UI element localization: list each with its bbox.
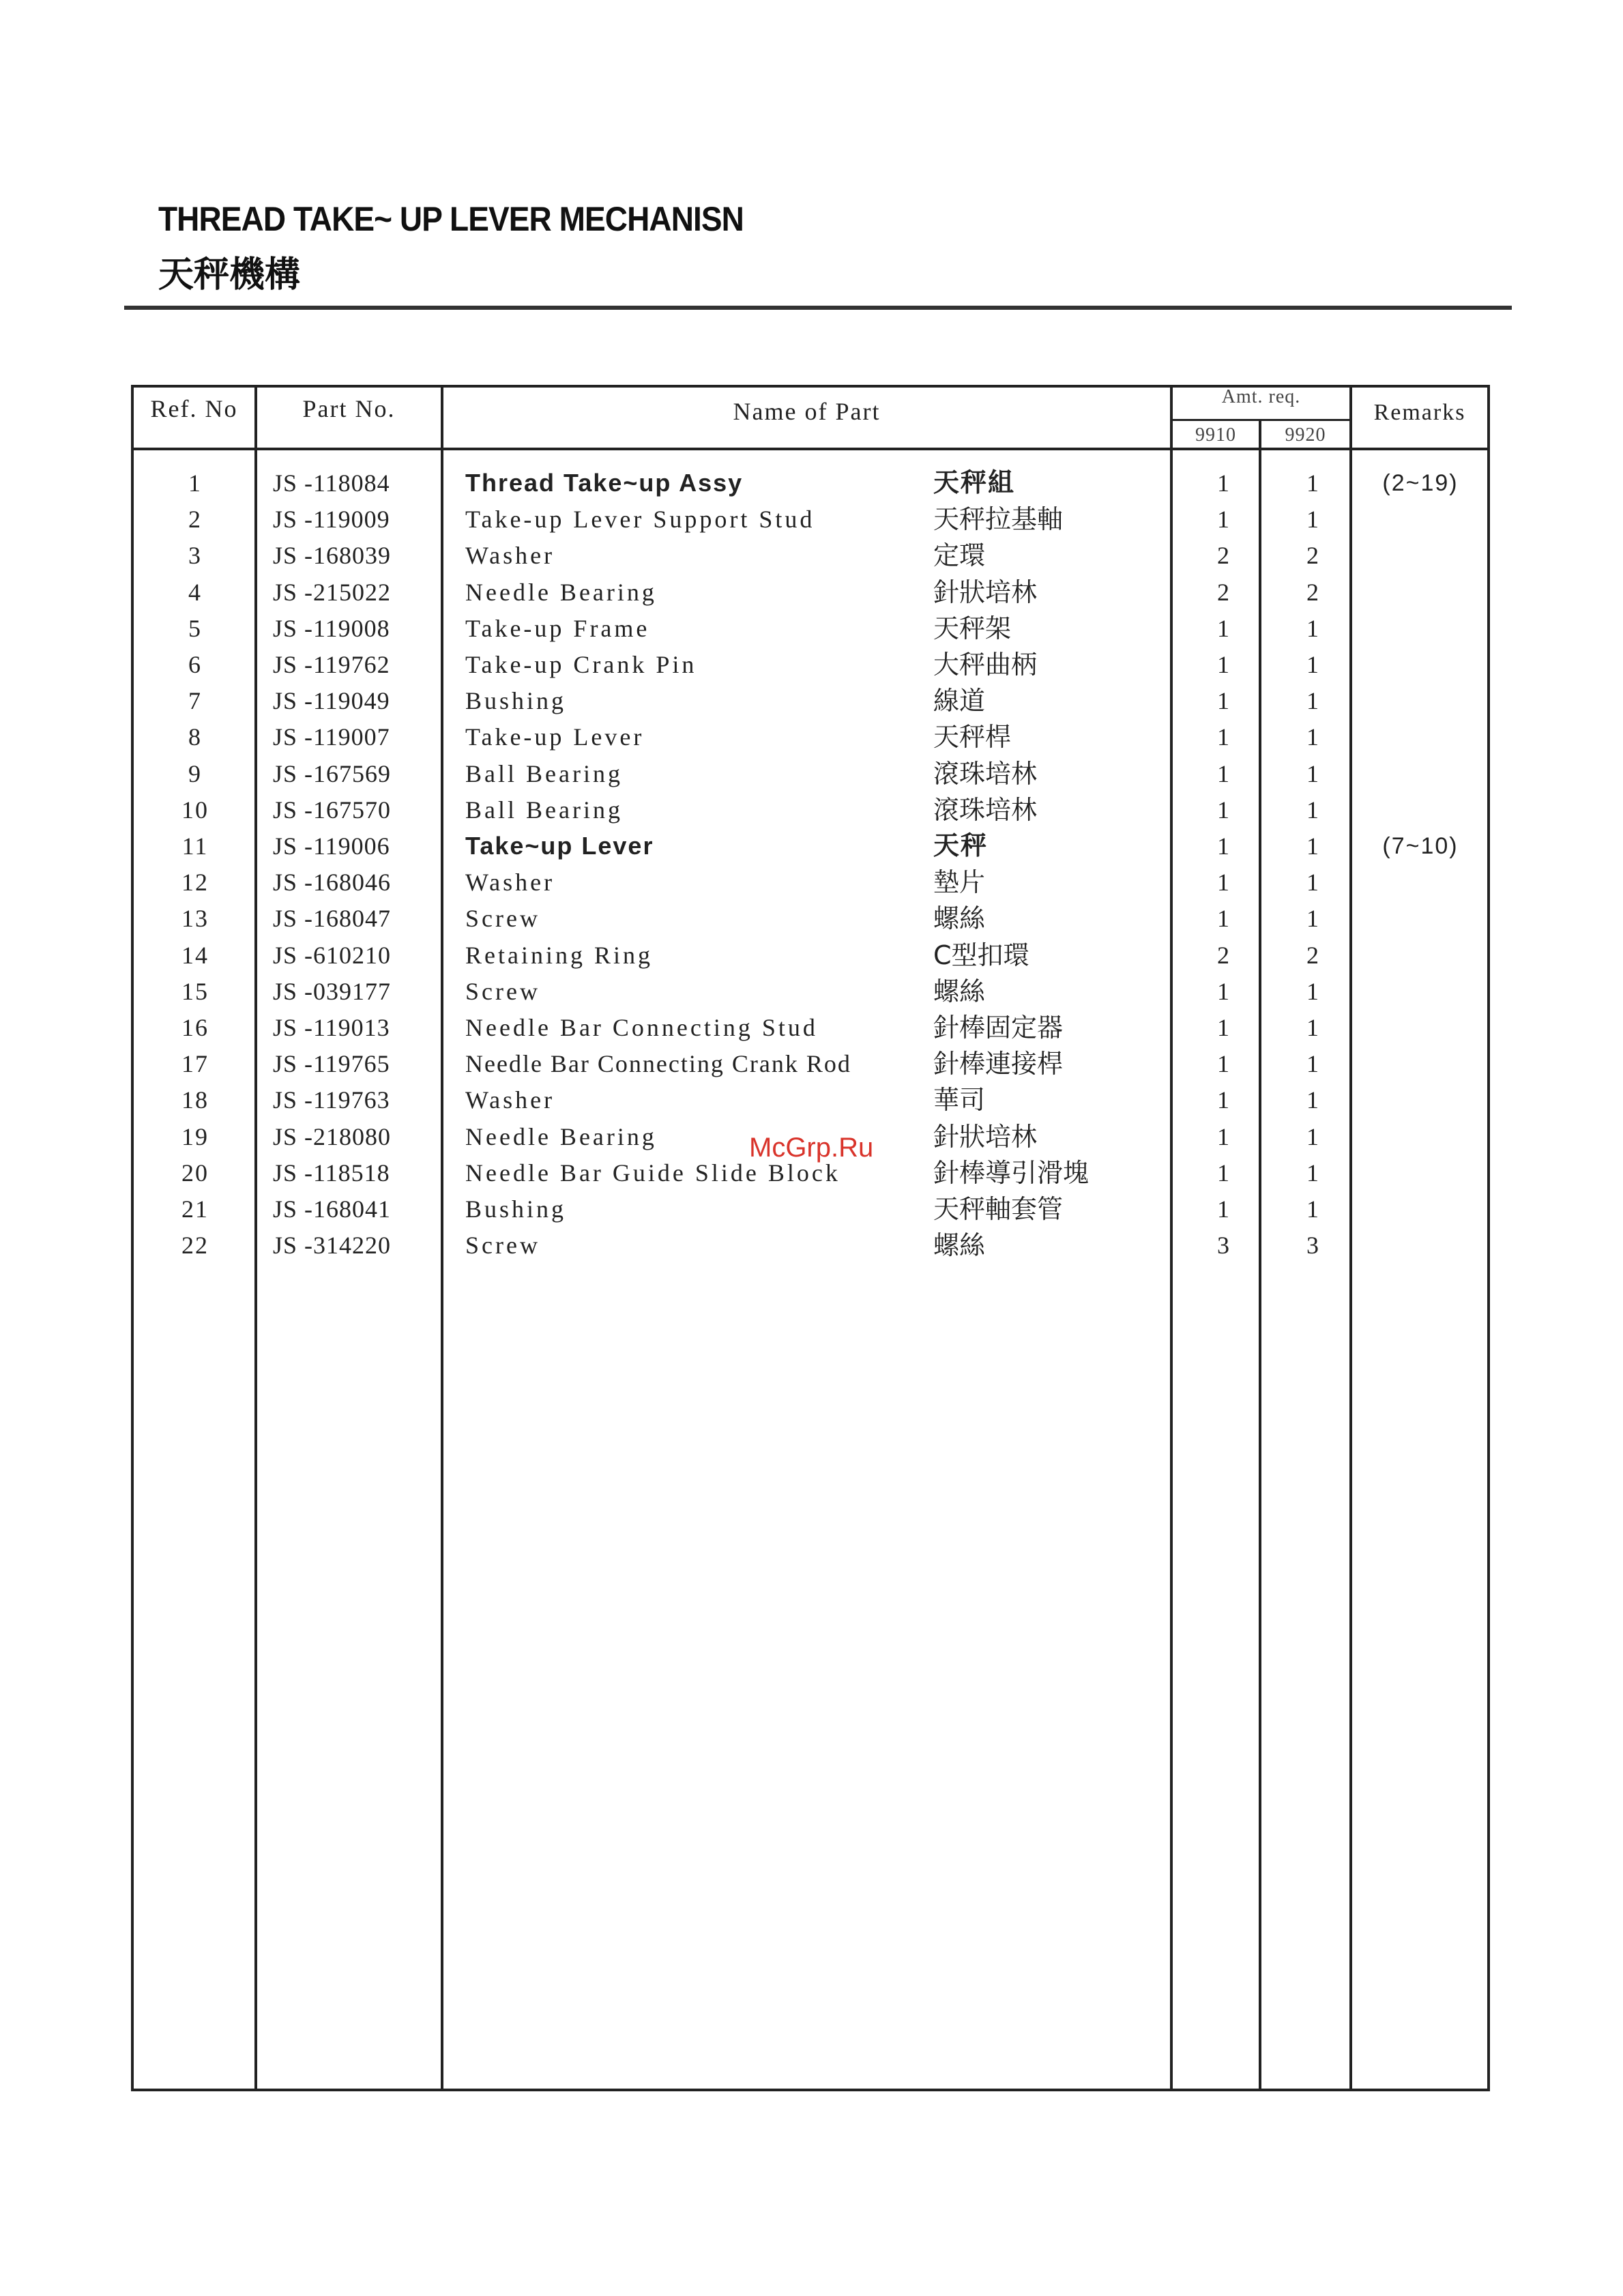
qty-9910-cell: 1 xyxy=(1217,723,1231,751)
qty-9910-cell: 1 xyxy=(1217,869,1231,896)
part-no-cell: JS -119049 xyxy=(273,687,390,714)
part-no-cell: JS -218080 xyxy=(273,1123,392,1150)
column-divider xyxy=(1170,385,1173,2091)
amt-subheader-rule xyxy=(1173,419,1349,421)
ref-no-cell: 1 xyxy=(188,469,202,497)
part-no-cell: JS -215022 xyxy=(273,579,392,606)
part-no-cell: JS -118084 xyxy=(273,469,390,497)
part-name-chinese-cell: 大秤曲柄 xyxy=(933,650,1038,680)
part-name-chinese-cell: 線道 xyxy=(933,686,986,716)
part-no-cell: JS -119762 xyxy=(273,651,390,678)
ref-no-cell: 22 xyxy=(181,1232,209,1259)
ref-no-cell: 10 xyxy=(181,796,209,824)
part-no-cell: JS -119013 xyxy=(273,1014,390,1041)
part-name-chinese-cell: 天秤拉基軸 xyxy=(933,504,1064,534)
part-no-cell: JS -610210 xyxy=(273,942,392,969)
header-amt-req: Amt. req. xyxy=(1221,386,1301,407)
part-name-chinese-cell: 針狀培林 xyxy=(933,577,1038,607)
part-name-cell: Take-up Lever Support Stud xyxy=(465,506,815,533)
part-name-chinese-cell: 天秤軸套管 xyxy=(933,1194,1064,1224)
part-name-cell: Ball Bearing xyxy=(465,796,623,824)
part-no-cell: JS -119765 xyxy=(273,1050,390,1077)
header-amt-9920: 9920 xyxy=(1285,424,1326,446)
part-name-cell: Bushing xyxy=(465,687,567,714)
header-rule xyxy=(131,448,1490,450)
qty-9920-cell: 1 xyxy=(1306,723,1320,751)
part-name-chinese-cell: 滾珠培林 xyxy=(933,759,1038,789)
part-name-chinese-cell: 螺絲 xyxy=(933,976,986,1006)
qty-9920-cell: 1 xyxy=(1306,1050,1320,1077)
page-title: THREAD TAKE~ UP LEVER MECHANISN xyxy=(158,200,744,238)
remarks-cell: (2~19) xyxy=(1382,470,1459,496)
part-no-cell: JS -168039 xyxy=(273,542,392,569)
header-name-of-part: Name of Part xyxy=(733,398,881,425)
ref-no-cell: 20 xyxy=(181,1159,209,1187)
qty-9910-cell: 1 xyxy=(1217,905,1231,932)
ref-no-cell: 15 xyxy=(181,978,209,1005)
page-title-chinese: 天秤機構 xyxy=(158,255,301,295)
ref-no-cell: 13 xyxy=(181,905,209,932)
part-name-chinese-cell: 天秤桿 xyxy=(933,722,1012,752)
ref-no-cell: 21 xyxy=(181,1195,209,1223)
header-ref-no: Ref. No xyxy=(150,395,238,422)
qty-9920-cell: 1 xyxy=(1306,760,1320,787)
qty-9920-cell: 1 xyxy=(1306,651,1320,678)
part-name-cell: Retaining Ring xyxy=(465,942,653,969)
qty-9920-cell: 2 xyxy=(1306,542,1320,569)
qty-9920-cell: 1 xyxy=(1306,615,1320,642)
qty-9920-cell: 1 xyxy=(1306,687,1320,714)
qty-9910-cell: 1 xyxy=(1217,978,1231,1005)
part-name-cell: Washer xyxy=(465,1086,555,1114)
part-name-cell: Needle Bearing xyxy=(465,1123,657,1150)
qty-9910-cell: 1 xyxy=(1217,1159,1231,1187)
ref-no-cell: 19 xyxy=(181,1123,209,1150)
ref-no-cell: 11 xyxy=(181,832,209,860)
part-name-chinese-cell: 滾珠培林 xyxy=(933,795,1038,825)
ref-no-cell: 4 xyxy=(188,579,202,606)
qty-9920-cell: 3 xyxy=(1306,1232,1320,1259)
qty-9910-cell: 1 xyxy=(1217,1123,1231,1150)
part-name-chinese-cell: 針狀培林 xyxy=(933,1122,1038,1152)
qty-9910-cell: 2 xyxy=(1217,579,1231,606)
part-no-cell: JS -119007 xyxy=(273,723,390,751)
ref-no-cell: 17 xyxy=(181,1050,209,1077)
qty-9920-cell: 1 xyxy=(1306,469,1320,497)
part-no-cell: JS -118518 xyxy=(273,1159,390,1187)
part-name-cell: Screw xyxy=(465,905,540,932)
part-name-cell: Screw xyxy=(465,1232,540,1259)
title-rule xyxy=(124,306,1512,310)
qty-9910-cell: 1 xyxy=(1217,760,1231,787)
part-no-cell: JS -119006 xyxy=(273,832,390,860)
ref-no-cell: 7 xyxy=(188,687,202,714)
part-name-cell: Needle Bar Guide Slide Block xyxy=(465,1159,840,1187)
part-no-cell: JS -168041 xyxy=(273,1195,392,1223)
part-no-cell: JS -314220 xyxy=(273,1232,392,1259)
part-name-chinese-cell: 天秤組 xyxy=(933,469,1016,497)
part-no-cell: JS -168047 xyxy=(273,905,392,932)
part-name-chinese-cell: 針棒固定器 xyxy=(933,1013,1064,1043)
part-name-cell: Washer xyxy=(465,869,555,896)
part-name-cell: Ball Bearing xyxy=(465,760,623,787)
part-name-chinese-cell: 螺絲 xyxy=(933,903,986,933)
part-no-cell: JS -167569 xyxy=(273,760,392,787)
qty-9920-cell: 1 xyxy=(1306,1159,1320,1187)
qty-9920-cell: 1 xyxy=(1306,506,1320,533)
qty-9910-cell: 1 xyxy=(1217,796,1231,824)
qty-9910-cell: 1 xyxy=(1217,687,1231,714)
qty-9920-cell: 1 xyxy=(1306,796,1320,824)
part-no-cell: JS -039177 xyxy=(273,978,392,1005)
qty-9910-cell: 1 xyxy=(1217,832,1231,860)
qty-9910-cell: 1 xyxy=(1217,1195,1231,1223)
qty-9920-cell: 1 xyxy=(1306,1086,1320,1114)
part-no-cell: JS -168046 xyxy=(273,869,392,896)
ref-no-cell: 6 xyxy=(188,651,202,678)
ref-no-cell: 18 xyxy=(181,1086,209,1114)
part-name-chinese-cell: 定環 xyxy=(933,540,986,570)
qty-9920-cell: 2 xyxy=(1306,579,1320,606)
header-part-no: Part No. xyxy=(302,395,396,422)
ref-no-cell: 3 xyxy=(188,542,202,569)
qty-9920-cell: 1 xyxy=(1306,978,1320,1005)
part-name-chinese-cell: 華司 xyxy=(933,1085,986,1115)
part-name-cell: Screw xyxy=(465,978,540,1005)
qty-9920-cell: 1 xyxy=(1306,832,1320,860)
qty-9920-cell: 1 xyxy=(1306,1014,1320,1041)
column-divider xyxy=(1259,420,1261,2091)
qty-9910-cell: 1 xyxy=(1217,506,1231,533)
qty-9920-cell: 1 xyxy=(1306,1195,1320,1223)
ref-no-cell: 16 xyxy=(181,1014,209,1041)
qty-9910-cell: 1 xyxy=(1217,1086,1231,1114)
qty-9910-cell: 1 xyxy=(1217,469,1231,497)
part-name-cell: Take-up Lever xyxy=(465,723,645,751)
part-name-chinese-cell: 螺絲 xyxy=(933,1230,986,1260)
qty-9910-cell: 1 xyxy=(1217,1014,1231,1041)
ref-no-cell: 12 xyxy=(181,869,209,896)
qty-9920-cell: 1 xyxy=(1306,1123,1320,1150)
qty-9920-cell: 2 xyxy=(1306,942,1320,969)
part-name-chinese-cell: 天秤架 xyxy=(933,613,1012,643)
qty-9910-cell: 3 xyxy=(1217,1232,1231,1259)
qty-9910-cell: 1 xyxy=(1217,651,1231,678)
part-name-cell: Needle Bar Connecting Crank Rod xyxy=(465,1050,851,1077)
part-name-chinese-cell: C型扣環 xyxy=(933,940,1029,970)
ref-no-cell: 9 xyxy=(188,760,202,787)
part-name-chinese-cell: 針棒連接桿 xyxy=(933,1049,1064,1079)
part-name-cell: Take~up Lever xyxy=(465,832,654,860)
header-amt-9910: 9910 xyxy=(1195,424,1236,446)
part-name-chinese-cell: 天秤 xyxy=(933,832,989,860)
remarks-cell: (7~10) xyxy=(1382,833,1459,859)
qty-9920-cell: 1 xyxy=(1306,905,1320,932)
ref-no-cell: 2 xyxy=(188,506,202,533)
ref-no-cell: 8 xyxy=(188,723,202,751)
part-name-chinese-cell: 針棒導引滑塊 xyxy=(933,1158,1090,1188)
part-name-cell: Needle Bar Connecting Stud xyxy=(465,1014,818,1041)
part-no-cell: JS -167570 xyxy=(273,796,392,824)
header-remarks: Remarks xyxy=(1373,400,1466,425)
part-name-cell: Bushing xyxy=(465,1195,567,1223)
part-name-cell: Take-up Crank Pin xyxy=(465,651,697,678)
part-no-cell: JS -119009 xyxy=(273,506,390,533)
part-name-cell: Thread Take~up Assy xyxy=(465,469,744,497)
part-no-cell: JS -119008 xyxy=(273,615,390,642)
column-divider xyxy=(1349,385,1352,2091)
qty-9910-cell: 2 xyxy=(1217,942,1231,969)
part-name-cell: Washer xyxy=(465,542,555,569)
part-name-cell: Take-up Frame xyxy=(465,615,650,642)
part-name-cell: Needle Bearing xyxy=(465,579,657,606)
qty-9910-cell: 1 xyxy=(1217,1050,1231,1077)
qty-9910-cell: 2 xyxy=(1217,542,1231,569)
ref-no-cell: 5 xyxy=(188,615,202,642)
part-name-chinese-cell: 墊片 xyxy=(933,867,986,897)
qty-9910-cell: 1 xyxy=(1217,615,1231,642)
watermark: McGrp.Ru xyxy=(749,1133,874,1163)
ref-no-cell: 14 xyxy=(181,942,209,969)
part-no-cell: JS -119763 xyxy=(273,1086,390,1114)
qty-9920-cell: 1 xyxy=(1306,869,1320,896)
